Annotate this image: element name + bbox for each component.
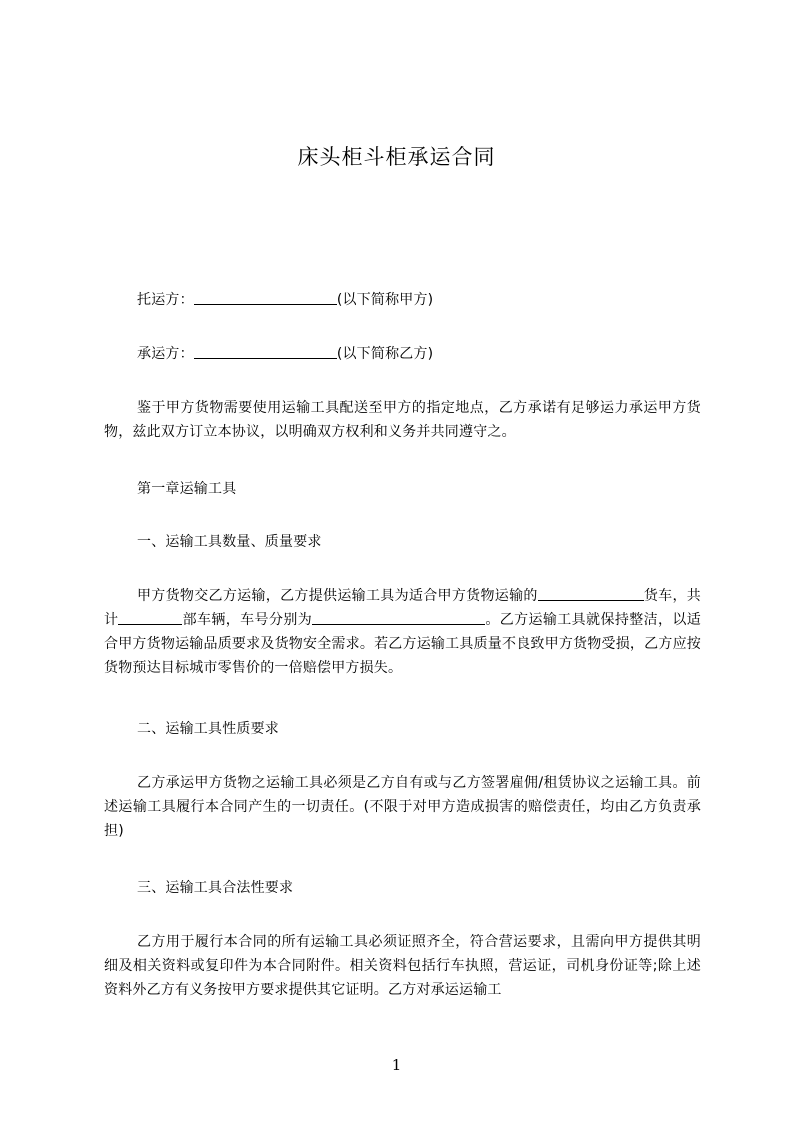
section1-heading: 一、运输工具数量、质量要求	[137, 534, 322, 550]
shipper-label: 托运方：	[137, 292, 194, 308]
section1-text-1: 甲方货物交乙方运输，乙方提供运输工具为适合甲方货物运输的	[137, 588, 538, 604]
intro-paragraph: 鉴于甲方货物需要使用运输工具配送至甲方的指定地点，乙方承诺有足够运力承运甲方货物，兹此双方订立本协议，以明确双方权利和义务并共同遵守之。	[104, 400, 701, 440]
vehicle-count-blank	[118, 609, 182, 625]
carrier-blank	[194, 343, 337, 359]
page-number: 1	[391, 1056, 402, 1074]
carrier-label: 承运方：	[137, 346, 194, 362]
section1-text-2: 货车，共计	[104, 588, 701, 628]
shipper-suffix: (以下简称甲方)	[336, 292, 434, 308]
section2-paragraph: 乙方承运甲方货物之运输工具必须是乙方自有或与乙方签署雇佣/租赁协议之运输工具。前述运输工具履行本合同产生的一切责任。(不限于对甲方造成损害的赔偿责任，均由乙方负责承担)	[104, 775, 701, 839]
chapter-heading: 第一章运输工具	[137, 481, 237, 497]
section2-heading: 二、运输工具性质要求	[137, 721, 279, 737]
document-title: 床头柜斗柜承运合同	[297, 145, 496, 169]
section3-heading: 三、运输工具合法性要求	[137, 880, 294, 896]
section1-text-4: 。乙方运输工具就保持整洁，以适合甲方货物运输品质要求及货物安全需求。若乙方运输工具质量不良致甲方货物受损，乙方应按货物预达目标城市零售价的一倍赔偿甲方损失。	[104, 612, 701, 676]
section3-paragraph: 乙方用于履行本合同的所有运输工具必须证照齐全，符合营运要求，且需向甲方提供其明细及相关资料或复印件为本合同附件。相关资料包括行车执照，营运证，司机身份证等;除上述资料外乙方有义务按甲方要求提供其它证明。乙方对承运运输工	[104, 934, 701, 998]
plate-number-blank	[312, 609, 485, 625]
carrier-line	[137, 342, 433, 366]
carrier-suffix: (以下简称乙方)	[336, 346, 434, 362]
section1-paragraph	[104, 584, 701, 680]
truck-type-blank	[538, 585, 644, 601]
section1-text-3: 部车辆，车号分别为	[182, 612, 313, 628]
shipper-blank	[194, 289, 337, 305]
shipper-line	[137, 288, 433, 312]
